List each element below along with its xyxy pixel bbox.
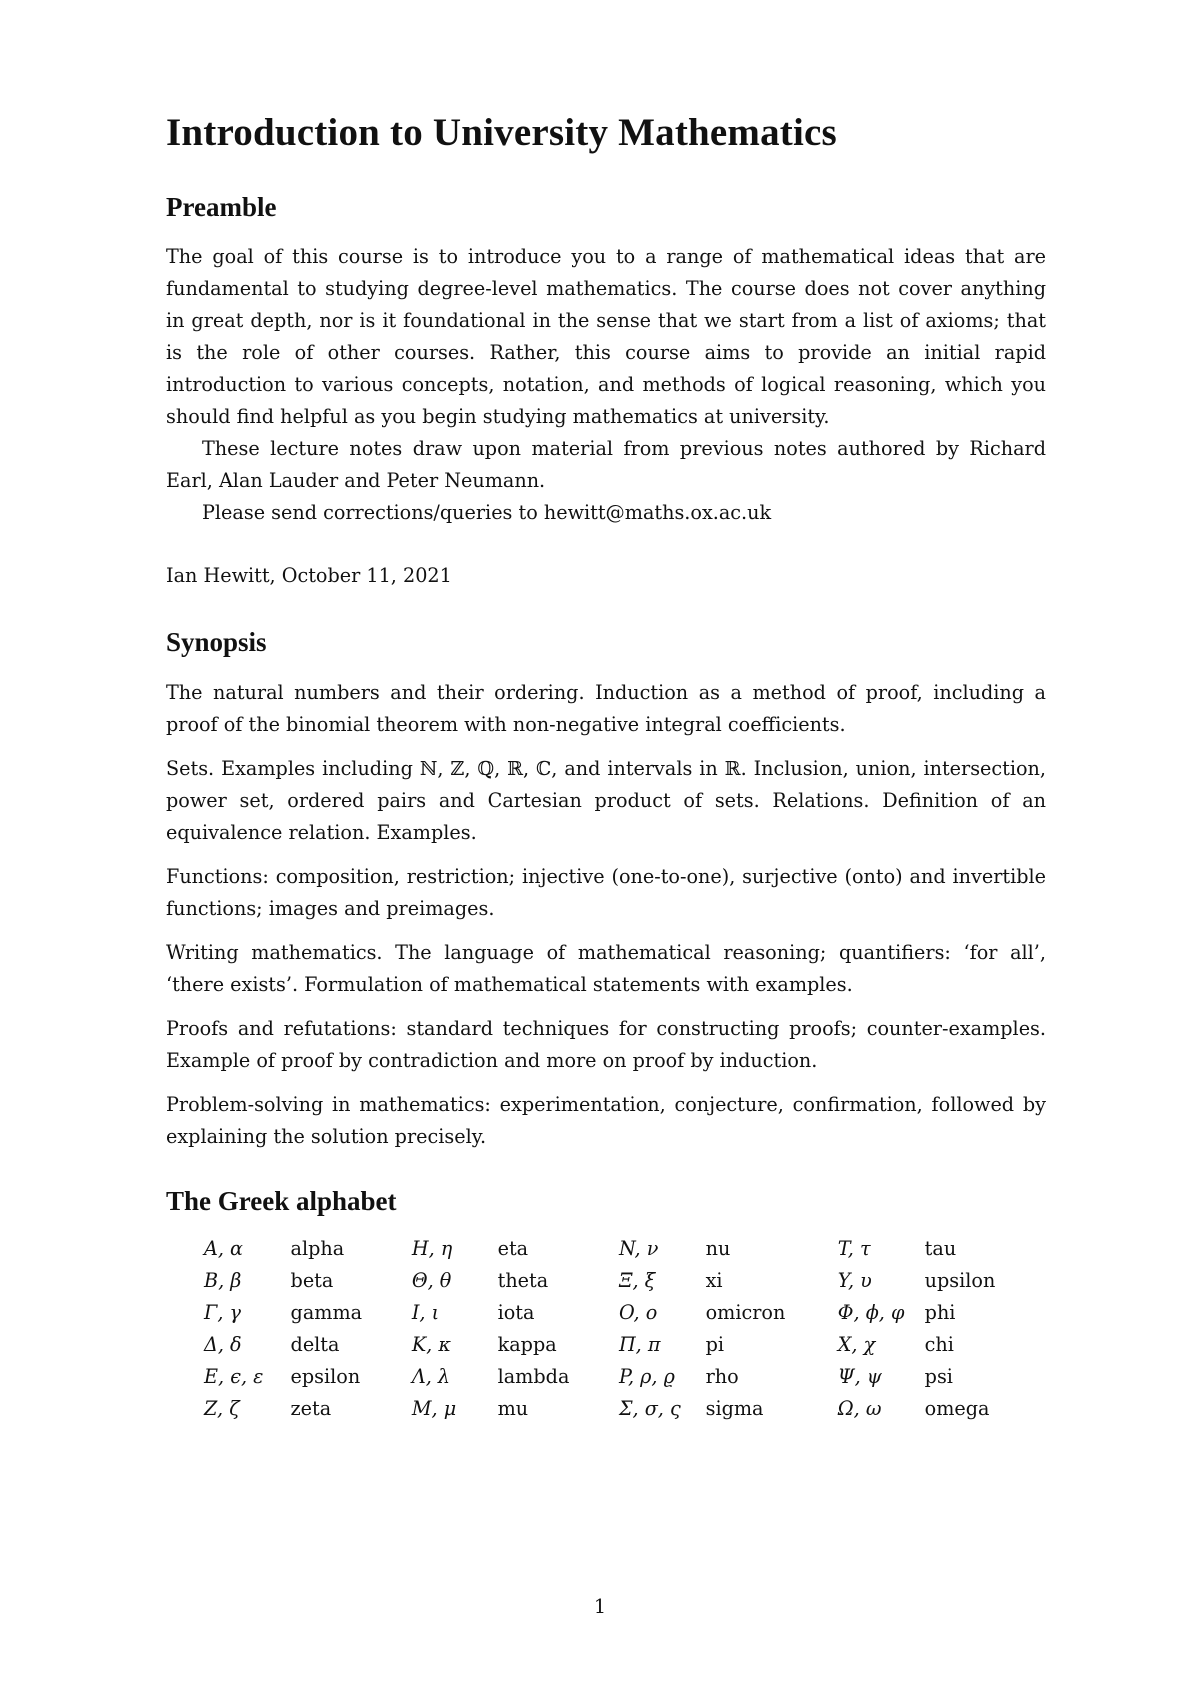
greek-letter-symbols: X, χ — [837, 1333, 876, 1357]
greek-letter-name: nu — [705, 1237, 731, 1261]
synopsis-paragraph: Proofs and refutations: standard techniques for constructing proofs; counter-examples. Example of proof by contradiction and more on proof by induction. — [166, 1016, 1046, 1072]
greek-letter-symbols: B, β — [204, 1269, 242, 1293]
document-page — [166, 110, 1046, 1425]
document-title: Introduction to University Mathematics — [166, 111, 837, 154]
greek-letter-name: pi — [705, 1333, 725, 1357]
preamble-paragraph-1: The goal of this course is to introduce you to a range of mathematical ideas that are fundamental to studying degree-level mathematics. The course does not cover anything in great depth, nor is it foundational in the sense that we start from a list of axioms; that is the role of other courses. Rather, this course aims to provide an initial rapid introduction to various concepts, notation, and methods of logical reasoning, which you should find helpful as you begin studying mathematics at university. — [166, 245, 1046, 429]
greek-letter-symbols: O, o — [618, 1301, 658, 1325]
greek-letter-symbols: P, ρ, ϱ — [618, 1365, 675, 1389]
greek-letter-name: upsilon — [924, 1269, 996, 1293]
greek-letter-symbols: Λ, λ — [411, 1365, 451, 1389]
greek-letter-symbols: Z, ζ — [204, 1397, 240, 1421]
greek-letter-symbols: I, ι — [411, 1301, 440, 1325]
preamble-heading: Preamble — [166, 191, 277, 222]
greek-letter-symbols: Φ, ϕ, φ — [837, 1301, 905, 1325]
greek-letter-symbols: Ω, ω — [837, 1397, 882, 1421]
greek-letter-name: omega — [924, 1397, 990, 1421]
greek-letter-name: alpha — [290, 1237, 345, 1261]
greek-letter-name: rho — [705, 1365, 739, 1389]
synopsis-paragraph: Problem-solving in mathematics: experimentation, conjecture, confirmation, followed by explaining the solution precisely. — [166, 1092, 1046, 1148]
greek-letter-name: zeta — [290, 1397, 332, 1421]
greek-letter-symbols: M, μ — [411, 1397, 457, 1421]
greek-letter-symbols: H, η — [411, 1237, 453, 1261]
greek-table-row — [204, 1233, 1046, 1265]
greek-letter-symbols: Y, υ — [837, 1269, 872, 1293]
greek-letter-symbols: Γ, γ — [204, 1301, 241, 1325]
greek-letter-name: iota — [497, 1301, 535, 1325]
greek-letter-name: chi — [924, 1333, 954, 1357]
greek-letter-name: psi — [924, 1365, 953, 1389]
greek-letter-name: beta — [290, 1269, 334, 1293]
greek-letter-name: epsilon — [290, 1365, 361, 1389]
greek-table-row — [204, 1393, 1046, 1425]
greek-letter-name: lambda — [497, 1365, 570, 1389]
synopsis-heading: Synopsis — [166, 627, 267, 658]
author-date-line: Ian Hewitt, October 11, 2021 — [166, 564, 452, 588]
greek-letter-symbols: N, ν — [618, 1237, 659, 1261]
greek-table-row — [204, 1265, 1046, 1297]
page-number: 1 — [593, 1595, 607, 1618]
greek-letter-symbols: E, ϵ, ε — [204, 1365, 264, 1389]
greek-letter-symbols: Θ, θ — [411, 1269, 452, 1293]
greek-letter-name: tau — [924, 1237, 957, 1261]
greek-letter-name: theta — [497, 1269, 549, 1293]
synopsis-paragraph: Sets. Examples including ℕ, ℤ, ℚ, ℝ, ℂ, and intervals in ℝ. Inclusion, union, intersection, power set, ordered pairs and Cartesian product of sets. Relations. Definition of an equivalence relation. Examples. — [166, 756, 1046, 844]
greek-letter-name: omicron — [705, 1301, 786, 1325]
synopsis-paragraph: Functions: composition, restriction; injective (one-to-one), surjective (onto) and invertible functions; images and preimages. — [166, 864, 1046, 920]
synopsis-paragraph: The natural numbers and their ordering. Induction as a method of proof, including a proof of the binomial theorem with non-negative integral coefficients. — [166, 680, 1046, 736]
greek-letter-name: phi — [924, 1301, 956, 1325]
greek-letter-symbols: K, κ — [411, 1333, 451, 1357]
greek-table-row — [204, 1297, 1046, 1329]
preamble-contact: Please send corrections/queries to hewitt@maths.ox.ac.uk — [202, 501, 772, 525]
greek-table-row — [204, 1361, 1046, 1393]
greek-letter-name: gamma — [290, 1301, 363, 1325]
preamble-paragraph-2: These lecture notes draw upon material from previous notes authored by Richard Earl, Alan Lauder and Peter Neumann. — [166, 437, 1046, 493]
greek-alphabet-table — [204, 1233, 1046, 1425]
greek-letter-name: xi — [705, 1269, 723, 1293]
greek-letter-symbols: Π, π — [618, 1333, 661, 1357]
greek-letter-name: mu — [497, 1397, 529, 1421]
greek-alphabet-heading: The Greek alphabet — [166, 1185, 397, 1216]
synopsis-paragraph: Writing mathematics. The language of mathematical reasoning; quantifiers: ‘for all’, ‘there exists’. Formulation of mathematical statements with examples. — [166, 940, 1046, 996]
greek-table-row — [204, 1329, 1046, 1361]
greek-letter-name: delta — [290, 1333, 340, 1357]
greek-letter-symbols: Ψ, ψ — [837, 1365, 882, 1389]
greek-letter-symbols: Ξ, ξ — [618, 1269, 656, 1293]
greek-letter-name: kappa — [497, 1333, 557, 1357]
greek-letter-name: sigma — [705, 1397, 764, 1421]
greek-letter-symbols: Σ, σ, ς — [618, 1397, 681, 1421]
greek-letter-symbols: T, τ — [837, 1237, 871, 1261]
greek-letter-symbols: A, α — [204, 1237, 244, 1261]
greek-letter-name: eta — [497, 1237, 529, 1261]
greek-letter-symbols: Δ, δ — [204, 1333, 242, 1357]
